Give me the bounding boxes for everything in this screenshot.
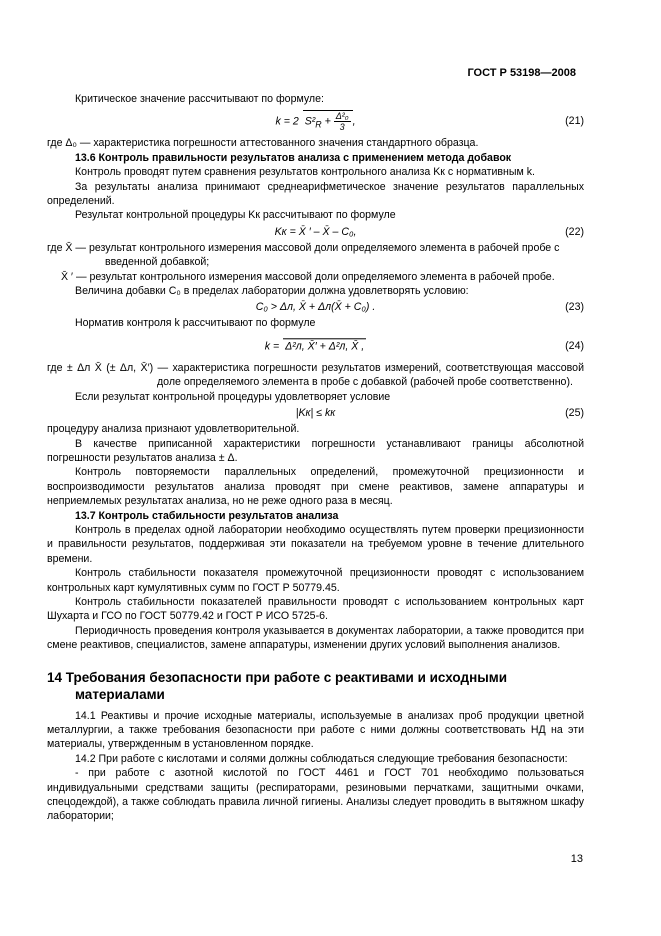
paragraph: За результаты анализа принимают среднеарифметическое значение результатов параллельных определений.	[47, 180, 584, 208]
formula-number: (22)	[565, 225, 584, 238]
formula-24-lhs: k =	[264, 340, 280, 353]
formula-number: (25)	[565, 406, 584, 419]
section-heading-13-7: 13.7 Контроль стабильности результатов анализа	[75, 509, 339, 522]
paragraph: Величина добавки C₀ в пределах лаборатории должна удовлетворять условию:	[75, 285, 469, 298]
formula-25: |Kк| ≤ kк (25)	[295, 406, 584, 419]
paragraph: X̄ ′ — результат контрольного измерения массовой доли определяемого элемента в рабочей пробе.	[61, 270, 555, 283]
formula-21: k = 2 $S^2_R$ + $\frac{\text{Δ²₀}}{3}$ , (21)	[275, 111, 584, 133]
paragraph: Контроль стабильности показателей правильности проводят с использованием контрольных карт Шухарта и ГСО по ГОСТ 50779.42 и ГОСТ Р ИСО 5725-6.	[47, 595, 584, 623]
paragraph: Критическое значение рассчитывают по формуле:	[75, 93, 324, 105]
paragraph: Норматив контроля k рассчитывают по формуле	[75, 317, 316, 330]
paragraph: где ± Δл X̄ (± Δл, X̄′) — характеристика погрешности результатов измерений, соответствующая массовой доле определяемого элемента в пробе с добавкой (рабочей пробе соответственно).	[47, 361, 584, 389]
paragraph: Контроль в пределах одной лаборатории необходимо осуществлять путем проверки прецизионности и правильности результатов, поддерживая эти показатели на требуемом уровне в течение длительного времени.	[47, 523, 584, 565]
paragraph: Контроль повторяемости параллельных определений, промежуточной прецизионности и воспроизводимости результатов анализа проводят при смене реактивов, замене аппаратуры и неприемлемых результатах анализа, но не реже одного раза в месяц.	[47, 466, 584, 508]
formula-21-radical: $S^2_R$ + $\frac{\text{Δ²₀}}{3}$	[303, 110, 353, 132]
page-content	[47, 92, 584, 824]
paragraph: - при работе с азотной кислотой по ГОСТ 4461 и ГОСТ 701 необходимо пользоваться индивидуальными средствами защиты (респираторами, резиновыми перчатками, защитными очками, спецодеждой), а также соблюдать правила личной гигиены. Анализы следует проводить в вытяжном шкафу лаборатории;	[47, 767, 584, 823]
paragraph: 14.1 Реактивы и прочие исходные материалы, используемые в анализах проб продукции цветной металлургии, а также требования безопасности при работе с ними должны соответствовать НД на эти материалы, утвержденным в установленном порядке.	[47, 709, 584, 751]
paragraph: Если результат контрольной процедуры удовлетворяет условие	[75, 390, 391, 403]
formula-24-radical: Δ²л, X̄′ + Δ²л, X̄ ,	[285, 340, 365, 353]
standard-header: ГОСТ Р 53198—2008	[467, 67, 576, 79]
paragraph: Контроль проводят путем сравнения результатов контрольного анализа Kк с нормативным k.	[75, 166, 535, 179]
formula-number: (23)	[565, 301, 584, 314]
page-number: 13	[570, 853, 583, 865]
formula-21-lhs: k = 2	[275, 115, 299, 128]
formula-number: (24)	[565, 339, 584, 352]
section-heading-14: 14 Требования безопасности при работе с реактивами и исходными материалами	[47, 669, 508, 702]
section-heading-13-6: 13.6 Контроль правильности результатов анализа с применением метода добавок	[75, 151, 512, 164]
paragraph: 14.2 При работе с кислотами и солями должны соблюдаться следующие требования безопасности:	[75, 752, 568, 765]
formula-22: Kк = X̄ ′ – X̄ – C₀, (22)	[274, 225, 584, 238]
formula-23: C₀ > Δл, X̄ + Δл(X̄ + C₀) . (23)	[255, 301, 584, 314]
formula-24	[47, 331, 584, 361]
paragraph: В качестве приписанной характеристики погрешности устанавливают границы абсолютной погрешности результатов анализа ± Δ.	[47, 437, 584, 464]
paragraph: где Δ₀ — характеристика погрешности аттестованного значения стандартного образца.	[47, 137, 479, 150]
formula-number: (21)	[565, 115, 584, 128]
paragraph: Периодичность проведения контроля указывается в документах лаборатории, а также проводится при смене реактивов, специалистов, замене аппаратуры, изменении других условий выполнения анализов.	[47, 624, 584, 652]
paragraph: Контроль стабильности показателя промежуточной прецизионности проводят с использованием контрольных карт кумулятивных сумм по ГОСТ Р 50779.45.	[47, 567, 584, 594]
paragraph: Результат контрольной процедуры Kк рассчитывают по формуле	[75, 209, 396, 222]
paragraph: где X̄ — результат контрольного измерения массовой доли определяемого элемента в рабочей пробе с введенной добавкой;	[47, 241, 560, 269]
paragraph: процедуру анализа признают удовлетворительной.	[47, 423, 300, 436]
